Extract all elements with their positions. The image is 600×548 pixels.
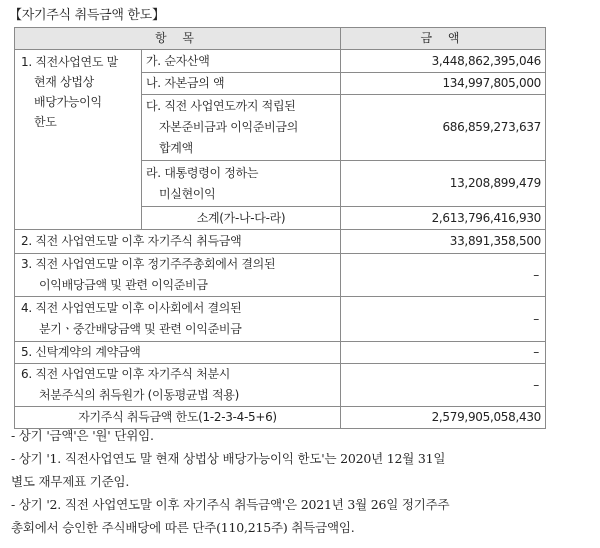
section1-label-line: 한도 — [34, 115, 57, 129]
footnote-line: - 상기 '1. 직전사업연도 말 현재 상법상 배당가능이익 한도'는 2020년 12월 31일 — [11, 451, 446, 466]
row-label — [15, 230, 341, 254]
footnotes — [11, 424, 551, 539]
row-label-line: 6. 직전 사업연도말 이후 자기주식 처분시 — [21, 367, 231, 381]
header-amount: 금 액 — [341, 28, 546, 50]
sub-item-label — [142, 50, 341, 73]
sub-item-line: 라. 대통령령이 정하는 — [146, 165, 259, 180]
buyback-limit-table — [14, 27, 546, 429]
sub-item-amount: 3,448,862,395,046 — [341, 50, 546, 73]
sub-item-line: 다. 직전 사업연도까지 적립된 — [146, 99, 296, 113]
subtotal-label: 소계(가-나-다-라) — [142, 207, 341, 230]
sub-item-line: 자본준비금과 이익준비금의 — [159, 120, 299, 134]
total-amount: 2,579,905,058,430 — [341, 407, 546, 429]
sub-item-label — [142, 95, 341, 161]
row-label — [15, 342, 341, 364]
table-row — [15, 230, 546, 254]
table-row — [15, 254, 546, 297]
sub-item-line: 합계액 — [159, 141, 193, 155]
row-amount: – — [341, 297, 546, 342]
row-label — [15, 364, 341, 407]
table-row — [15, 50, 546, 73]
section1-label-line: 1. 직전사업연도 말 — [21, 55, 118, 69]
row-label-line: 이익배당금액 및 관련 이익준비금 — [39, 278, 208, 292]
row-label — [15, 297, 341, 342]
section1-label — [15, 50, 142, 230]
sub-item-amount: 134,997,805,000 — [341, 73, 546, 95]
row-label-line: 분기ㆍ중간배당금액 및 관련 이익준비금 — [39, 322, 242, 336]
footnote-line: - 상기 '2. 직전 사업연도말 이후 자기주식 취득금액'은 2021년 3월 26일 정기주주 — [11, 497, 450, 512]
header-item: 항 목 — [15, 28, 341, 50]
row-amount: – — [341, 364, 546, 407]
row-label-line: 4. 직전 사업연도말 이후 이사회에서 결의된 — [21, 301, 242, 315]
footnote-line: 총회에서 승인한 주식배당에 따른 단주(110,215주) 취득금액임. — [11, 520, 355, 535]
row-amount: 33,891,358,500 — [341, 230, 546, 254]
sub-item-line: 가. 순자산액 — [146, 53, 210, 68]
subtotal-amount: 2,613,796,416,930 — [341, 207, 546, 230]
table-header-row — [15, 28, 546, 50]
sub-item-line: 나. 자본금의 액 — [146, 76, 225, 90]
sub-item-amount: 13,208,899,479 — [341, 161, 546, 207]
row-amount: – — [341, 254, 546, 297]
sub-item-label — [142, 161, 341, 207]
table-row — [15, 342, 546, 364]
row-label-line: 2. 직전 사업연도말 이후 자기주식 취득금액 — [21, 234, 242, 248]
row-amount: – — [341, 342, 546, 364]
total-label: 자기주식 취득금액 한도(1-2-3-4-5+6) — [15, 407, 341, 429]
section1-label-line: 배당가능이익 — [34, 95, 102, 109]
table-row — [15, 364, 546, 407]
row-label — [15, 254, 341, 297]
footnote-line: 별도 재무제표 기준임. — [11, 474, 130, 489]
section-heading: 【자기주식 취득금액 한도】 — [9, 8, 165, 23]
footnote-line: - 상기 '금액'은 '원' 단위임. — [11, 428, 154, 443]
row-label-line: 처분주식의 취득원가 (이동평균법 적용) — [39, 388, 239, 402]
row-label-line: 3. 직전 사업연도말 이후 정기주주총회에서 결의된 — [21, 257, 276, 271]
section1-label-line: 현재 상법상 — [34, 75, 94, 89]
sub-item-line: 미실현이익 — [159, 186, 216, 201]
row-label-line: 5. 신탁계약의 계약금액 — [21, 345, 141, 359]
sub-item-amount: 686,859,273,637 — [341, 95, 546, 161]
sub-item-label — [142, 73, 341, 95]
table-row — [15, 297, 546, 342]
